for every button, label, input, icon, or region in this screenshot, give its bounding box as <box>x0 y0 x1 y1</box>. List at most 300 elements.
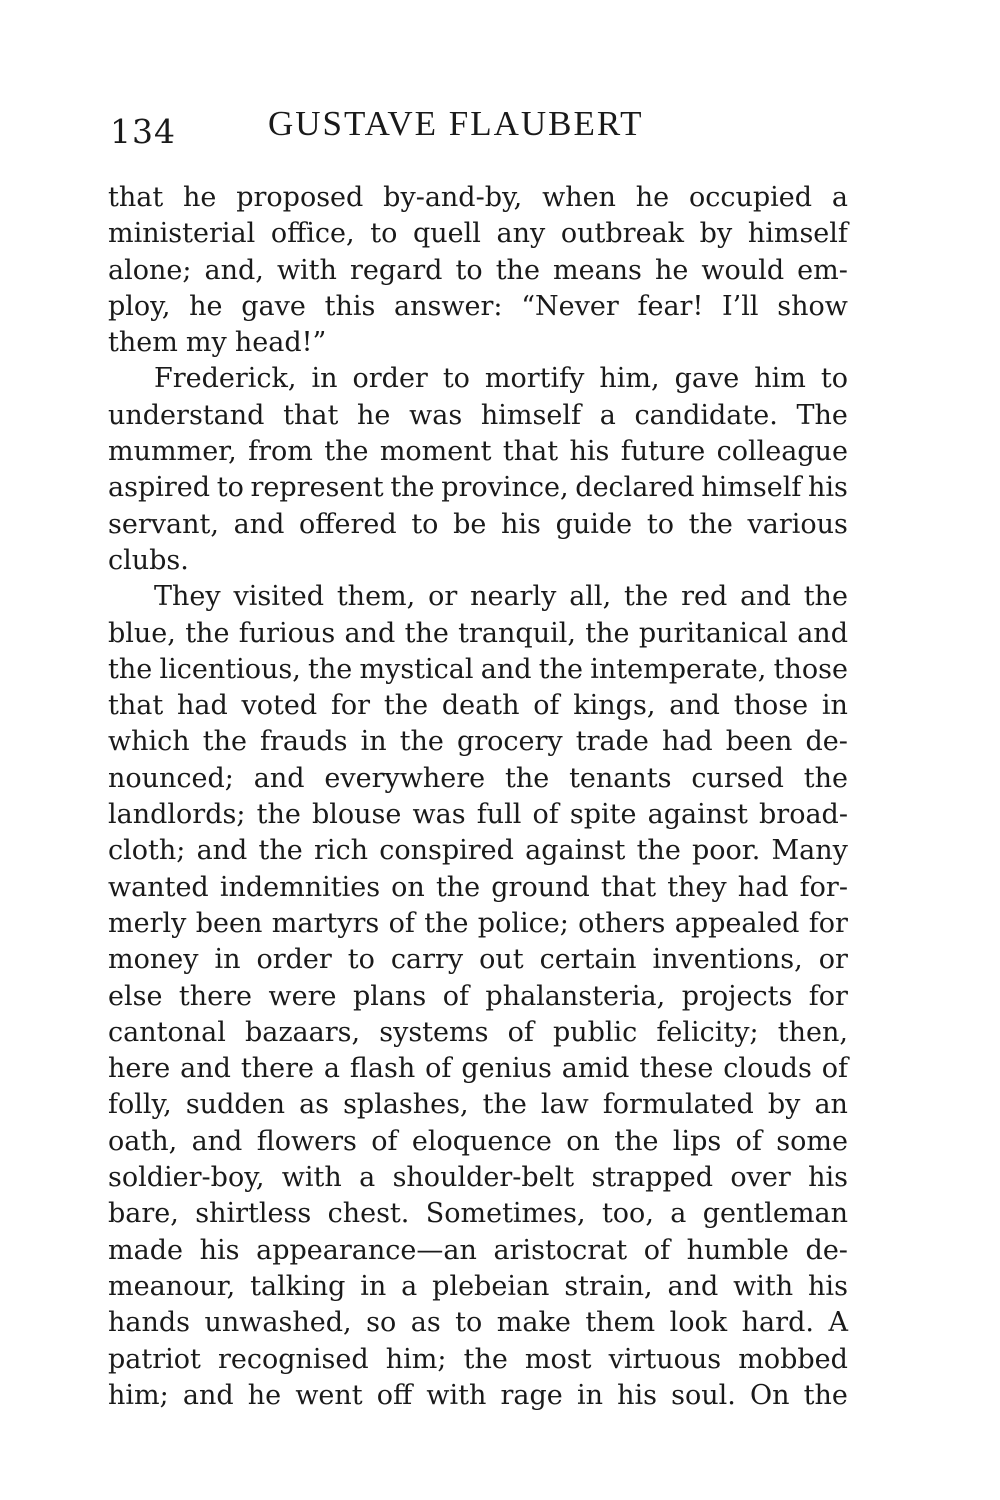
word: strapped <box>591 1162 714 1194</box>
word: him; <box>108 1379 169 1411</box>
word: of <box>735 1125 762 1157</box>
word: a <box>359 1162 376 1194</box>
word: sudden <box>185 1089 286 1121</box>
word: his <box>808 1162 848 1194</box>
word: police; <box>477 907 569 939</box>
word: him; <box>385 1343 447 1375</box>
word: ministerial <box>108 218 256 250</box>
text-line <box>108 906 848 942</box>
word: oath, <box>108 1125 178 1157</box>
text-line <box>108 1087 848 1123</box>
word: formulated <box>602 1089 754 1121</box>
word: blue, <box>108 617 176 649</box>
word: plebeian <box>432 1270 550 1302</box>
word: that <box>283 399 339 431</box>
word: head!” <box>234 327 327 359</box>
word: the <box>324 436 369 468</box>
word: to <box>646 508 674 540</box>
word: his <box>199 1234 240 1266</box>
word: of <box>533 690 560 722</box>
word: make <box>496 1307 571 1339</box>
word: him, <box>599 363 660 395</box>
word: there <box>240 1053 314 1085</box>
word: had <box>661 726 713 758</box>
word: them <box>108 327 178 359</box>
text-line <box>108 942 848 978</box>
word: patriot <box>108 1343 201 1375</box>
word: fear! <box>637 290 704 322</box>
running-head: GUSTAVE FLAUBERT <box>268 104 644 143</box>
word: means <box>552 254 642 286</box>
word: any <box>496 218 546 250</box>
word: frauds <box>260 726 348 758</box>
word: in <box>576 1379 603 1411</box>
word: the <box>624 581 669 613</box>
word: death <box>441 690 520 722</box>
word: talking <box>250 1270 346 1302</box>
word: declared <box>575 472 695 504</box>
word: which <box>108 726 190 758</box>
text-line <box>108 833 848 869</box>
word: cursed <box>691 762 784 794</box>
word: gave <box>241 290 306 322</box>
word: by <box>767 1089 801 1121</box>
word: answer: <box>394 290 503 322</box>
word: show <box>777 290 848 322</box>
word: and <box>344 617 396 649</box>
word: blouse <box>311 799 402 831</box>
word: those <box>773 653 848 685</box>
word: A <box>828 1307 848 1339</box>
word: the <box>803 762 848 794</box>
word: over <box>730 1162 791 1194</box>
word: landlords; <box>108 799 246 831</box>
word: of <box>821 1053 848 1085</box>
word: his <box>501 508 541 540</box>
word: various <box>747 508 848 540</box>
word: Many <box>771 835 848 867</box>
word: moment <box>379 436 492 468</box>
word: wanted <box>108 871 209 903</box>
word: him <box>754 363 806 395</box>
word: himself <box>480 399 581 431</box>
word: of <box>643 1234 670 1266</box>
word: tenants <box>569 762 672 794</box>
word: indemnities <box>219 871 381 903</box>
word: visited <box>233 581 324 613</box>
word: martyrs <box>271 907 380 939</box>
word: would <box>701 254 785 286</box>
text-line <box>108 1160 848 1196</box>
word: the <box>390 472 435 504</box>
word: of <box>507 1016 534 1048</box>
word: most <box>524 1343 592 1375</box>
word: shirtless <box>195 1198 312 1230</box>
word: rich <box>313 835 369 867</box>
text-line <box>108 1015 848 1051</box>
word: flash <box>349 1053 416 1085</box>
word: the <box>435 871 481 903</box>
word: systems <box>379 1016 489 1048</box>
word: aristocrat <box>493 1234 628 1266</box>
word: some <box>776 1125 848 1157</box>
word: my <box>185 327 227 359</box>
word: those <box>733 690 809 722</box>
text-line <box>108 616 848 652</box>
text-line <box>108 1269 848 1305</box>
word: gave <box>674 363 740 395</box>
word: Frederick, <box>154 363 297 395</box>
word: went <box>295 1379 363 1411</box>
word: and, <box>204 254 264 286</box>
word: had <box>737 871 789 903</box>
word: all, <box>569 581 612 613</box>
word: to <box>455 1307 483 1339</box>
word: represent <box>250 472 384 504</box>
word: the <box>404 617 449 649</box>
word: the <box>482 1089 527 1121</box>
word: a <box>831 182 848 213</box>
word: and <box>196 835 248 867</box>
word: been <box>195 907 263 939</box>
word: with <box>281 1162 342 1194</box>
word: for <box>808 907 848 939</box>
word: tranquil, <box>458 617 576 649</box>
word: grocery <box>456 726 563 758</box>
word: rage <box>500 1379 563 1411</box>
word: to <box>442 363 470 395</box>
word: the <box>202 726 247 758</box>
text-line <box>108 434 848 470</box>
word: public <box>552 1016 638 1048</box>
word: in <box>214 944 241 976</box>
word: in <box>360 726 387 758</box>
word: of <box>532 799 559 831</box>
word: had <box>176 690 228 722</box>
word: amid <box>561 1053 630 1085</box>
word: order <box>352 363 428 395</box>
text-line <box>108 216 848 252</box>
word: genius <box>461 1053 552 1085</box>
word: and <box>669 690 720 722</box>
word: nearly <box>470 581 557 613</box>
word: that <box>502 436 559 468</box>
word: office, <box>270 218 355 250</box>
text-line <box>108 1233 848 1269</box>
word: aspired <box>108 472 211 504</box>
word: unwashed, <box>204 1307 352 1339</box>
word: for <box>808 980 848 1012</box>
word: the <box>803 581 848 613</box>
word: occupied <box>688 182 813 213</box>
word: virtuous <box>608 1343 722 1375</box>
word: in <box>360 1270 387 1302</box>
word: the <box>688 508 733 540</box>
text-line <box>108 1342 848 1378</box>
word: the <box>185 617 230 649</box>
text-line <box>108 398 848 434</box>
word: in <box>821 690 848 722</box>
word: “Never <box>521 290 619 322</box>
word: that <box>600 871 657 903</box>
word: mystical <box>359 653 474 685</box>
word: bare, <box>108 1198 179 1230</box>
word: chest. <box>327 1198 410 1230</box>
word: and <box>480 653 532 685</box>
word: province, <box>441 472 569 504</box>
text-line <box>108 761 848 797</box>
word: Sometimes, <box>425 1198 586 1230</box>
word: the <box>614 1125 659 1157</box>
text-line <box>108 579 848 615</box>
word: for- <box>799 871 848 903</box>
word: an <box>814 1089 848 1121</box>
page-number: 134 <box>110 112 176 151</box>
word: to <box>411 508 439 540</box>
word: ground <box>491 871 590 903</box>
word: made <box>108 1234 183 1266</box>
word: the <box>636 835 681 867</box>
word: flowers <box>256 1125 357 1157</box>
text-line <box>108 180 848 216</box>
word: as <box>299 1089 330 1121</box>
word: order <box>256 944 332 976</box>
word: his <box>617 1379 657 1411</box>
word: the <box>538 653 583 685</box>
word: he <box>357 399 391 431</box>
word: the <box>463 1343 508 1375</box>
word: They <box>154 581 221 613</box>
word: the <box>108 653 153 685</box>
word: projects <box>681 980 793 1012</box>
word: been <box>725 726 793 758</box>
word: appearance—an <box>256 1234 477 1266</box>
word: and <box>797 617 848 649</box>
word: kings, <box>573 690 656 722</box>
word: bazaars, <box>244 1016 361 1048</box>
word: he <box>247 1379 282 1411</box>
word: quell <box>412 218 481 250</box>
word: On <box>750 1379 790 1411</box>
word: the <box>399 726 444 758</box>
word: The <box>796 399 848 431</box>
text-line <box>108 1051 848 1087</box>
word: the <box>803 1379 848 1411</box>
text-line <box>108 361 848 397</box>
word: that <box>108 690 164 722</box>
word: there <box>178 980 253 1012</box>
word: with <box>426 1379 487 1411</box>
word: future <box>620 436 706 468</box>
word: nounced; <box>108 762 234 794</box>
word: full <box>476 799 522 831</box>
word: of <box>371 1125 398 1157</box>
text-line <box>108 253 848 289</box>
word: them, <box>336 581 416 613</box>
word: hands <box>108 1307 191 1339</box>
text-line <box>108 979 848 1015</box>
word: too, <box>601 1198 654 1230</box>
word: a <box>599 399 616 431</box>
word: with <box>276 254 337 286</box>
word: understand <box>108 399 265 431</box>
word: poor. <box>692 835 761 867</box>
word: felicity; <box>656 1016 759 1048</box>
word: a <box>323 1053 340 1085</box>
word: spite <box>569 799 637 831</box>
word: to <box>216 472 244 504</box>
word: be <box>453 508 487 540</box>
word: he <box>635 182 670 213</box>
word: on <box>391 871 425 903</box>
word: clouds <box>723 1053 812 1085</box>
text-line <box>108 1378 848 1414</box>
word: as <box>410 1307 441 1339</box>
word: I’ll <box>722 290 759 322</box>
word: else <box>108 980 163 1012</box>
word: mortify <box>484 363 585 395</box>
word: red <box>681 581 728 613</box>
word: folly, <box>108 1089 172 1121</box>
text-line <box>108 1124 848 1160</box>
word: he <box>189 290 223 322</box>
word: the <box>424 907 469 939</box>
word: and <box>667 1270 719 1302</box>
word: and <box>740 581 791 613</box>
word: from <box>248 436 313 468</box>
word: trade <box>575 726 649 758</box>
text-line <box>108 688 848 724</box>
word: cloth; <box>108 835 186 867</box>
word: everywhere <box>324 762 486 794</box>
word: certain <box>539 944 637 976</box>
word: the <box>256 799 301 831</box>
word: strain, <box>564 1270 653 1302</box>
word: alone; <box>108 254 192 286</box>
word: carry <box>390 944 464 976</box>
word: meanour, <box>108 1270 236 1302</box>
word: licentious, <box>159 653 301 685</box>
word: in <box>311 363 338 395</box>
word: when <box>542 182 616 213</box>
word: a <box>670 1198 687 1230</box>
word: colleague <box>716 436 848 468</box>
word: recognised <box>217 1343 369 1375</box>
word: of <box>388 907 415 939</box>
word: voted <box>241 690 318 722</box>
word: humble <box>686 1234 789 1266</box>
text-line <box>108 797 848 833</box>
word: the <box>383 690 429 722</box>
word: regard <box>350 254 443 286</box>
word: and <box>233 508 285 540</box>
word: the <box>495 254 540 286</box>
word: soldier-boy, <box>108 1162 265 1194</box>
word: splashes, <box>343 1089 469 1121</box>
word: de- <box>805 1234 848 1266</box>
word: eloquence <box>411 1125 552 1157</box>
word: out <box>479 944 524 976</box>
word: this <box>324 290 376 322</box>
word: or <box>428 581 458 613</box>
word: mummer, <box>108 436 237 468</box>
word: ploy, <box>108 290 171 322</box>
word: clubs. <box>108 544 189 576</box>
word: a <box>401 1270 418 1302</box>
word: plans <box>352 980 427 1012</box>
word: money <box>108 944 199 976</box>
word: law <box>540 1089 589 1121</box>
word: against <box>525 835 626 867</box>
text-line <box>108 1196 848 1232</box>
word: inventions, <box>652 944 803 976</box>
word: intemperate, <box>590 653 767 685</box>
text-line <box>108 870 848 906</box>
word: himself <box>747 218 848 250</box>
word: his <box>808 472 848 504</box>
word: conspired <box>379 835 514 867</box>
word: lips <box>672 1125 722 1157</box>
word: his <box>808 1270 848 1302</box>
word: guide <box>555 508 633 540</box>
word: the <box>308 653 353 685</box>
word: and <box>191 1125 243 1157</box>
word: furious <box>238 617 336 649</box>
text-line <box>108 724 848 760</box>
word: on <box>566 1125 600 1157</box>
text-line <box>108 1305 848 1341</box>
word: these <box>639 1053 714 1085</box>
text-line <box>108 325 848 361</box>
word: and <box>182 1379 234 1411</box>
word: and <box>180 1053 231 1085</box>
word: or <box>818 944 848 976</box>
word: de- <box>805 726 848 758</box>
text-line <box>108 507 848 543</box>
word: merly <box>108 907 187 939</box>
text-line <box>108 543 848 579</box>
word: offered <box>299 508 397 540</box>
word: phalansteria, <box>485 980 666 1012</box>
word: was <box>412 799 466 831</box>
text-line <box>108 289 848 325</box>
word: shoulder-belt <box>392 1162 575 1194</box>
word: cantonal <box>108 1016 226 1048</box>
word: puritanical <box>638 617 788 649</box>
word: against <box>647 799 748 831</box>
word: to <box>370 218 398 250</box>
word: appealed <box>674 907 800 939</box>
word: servant, <box>108 508 219 540</box>
word: with <box>733 1270 794 1302</box>
word: were <box>268 980 337 1012</box>
text-line <box>108 470 848 506</box>
word: and <box>253 762 305 794</box>
word: his <box>569 436 610 468</box>
word: to <box>820 363 848 395</box>
word: the <box>258 835 303 867</box>
word: to <box>455 254 483 286</box>
word: mobbed <box>738 1343 848 1375</box>
word: soul. <box>671 1379 736 1411</box>
word: of <box>425 1053 452 1085</box>
word: that <box>108 182 164 213</box>
word: was <box>409 399 463 431</box>
text-line <box>108 652 848 688</box>
word: he <box>183 182 217 213</box>
word: for <box>330 690 371 722</box>
word: outbreak <box>560 218 685 250</box>
